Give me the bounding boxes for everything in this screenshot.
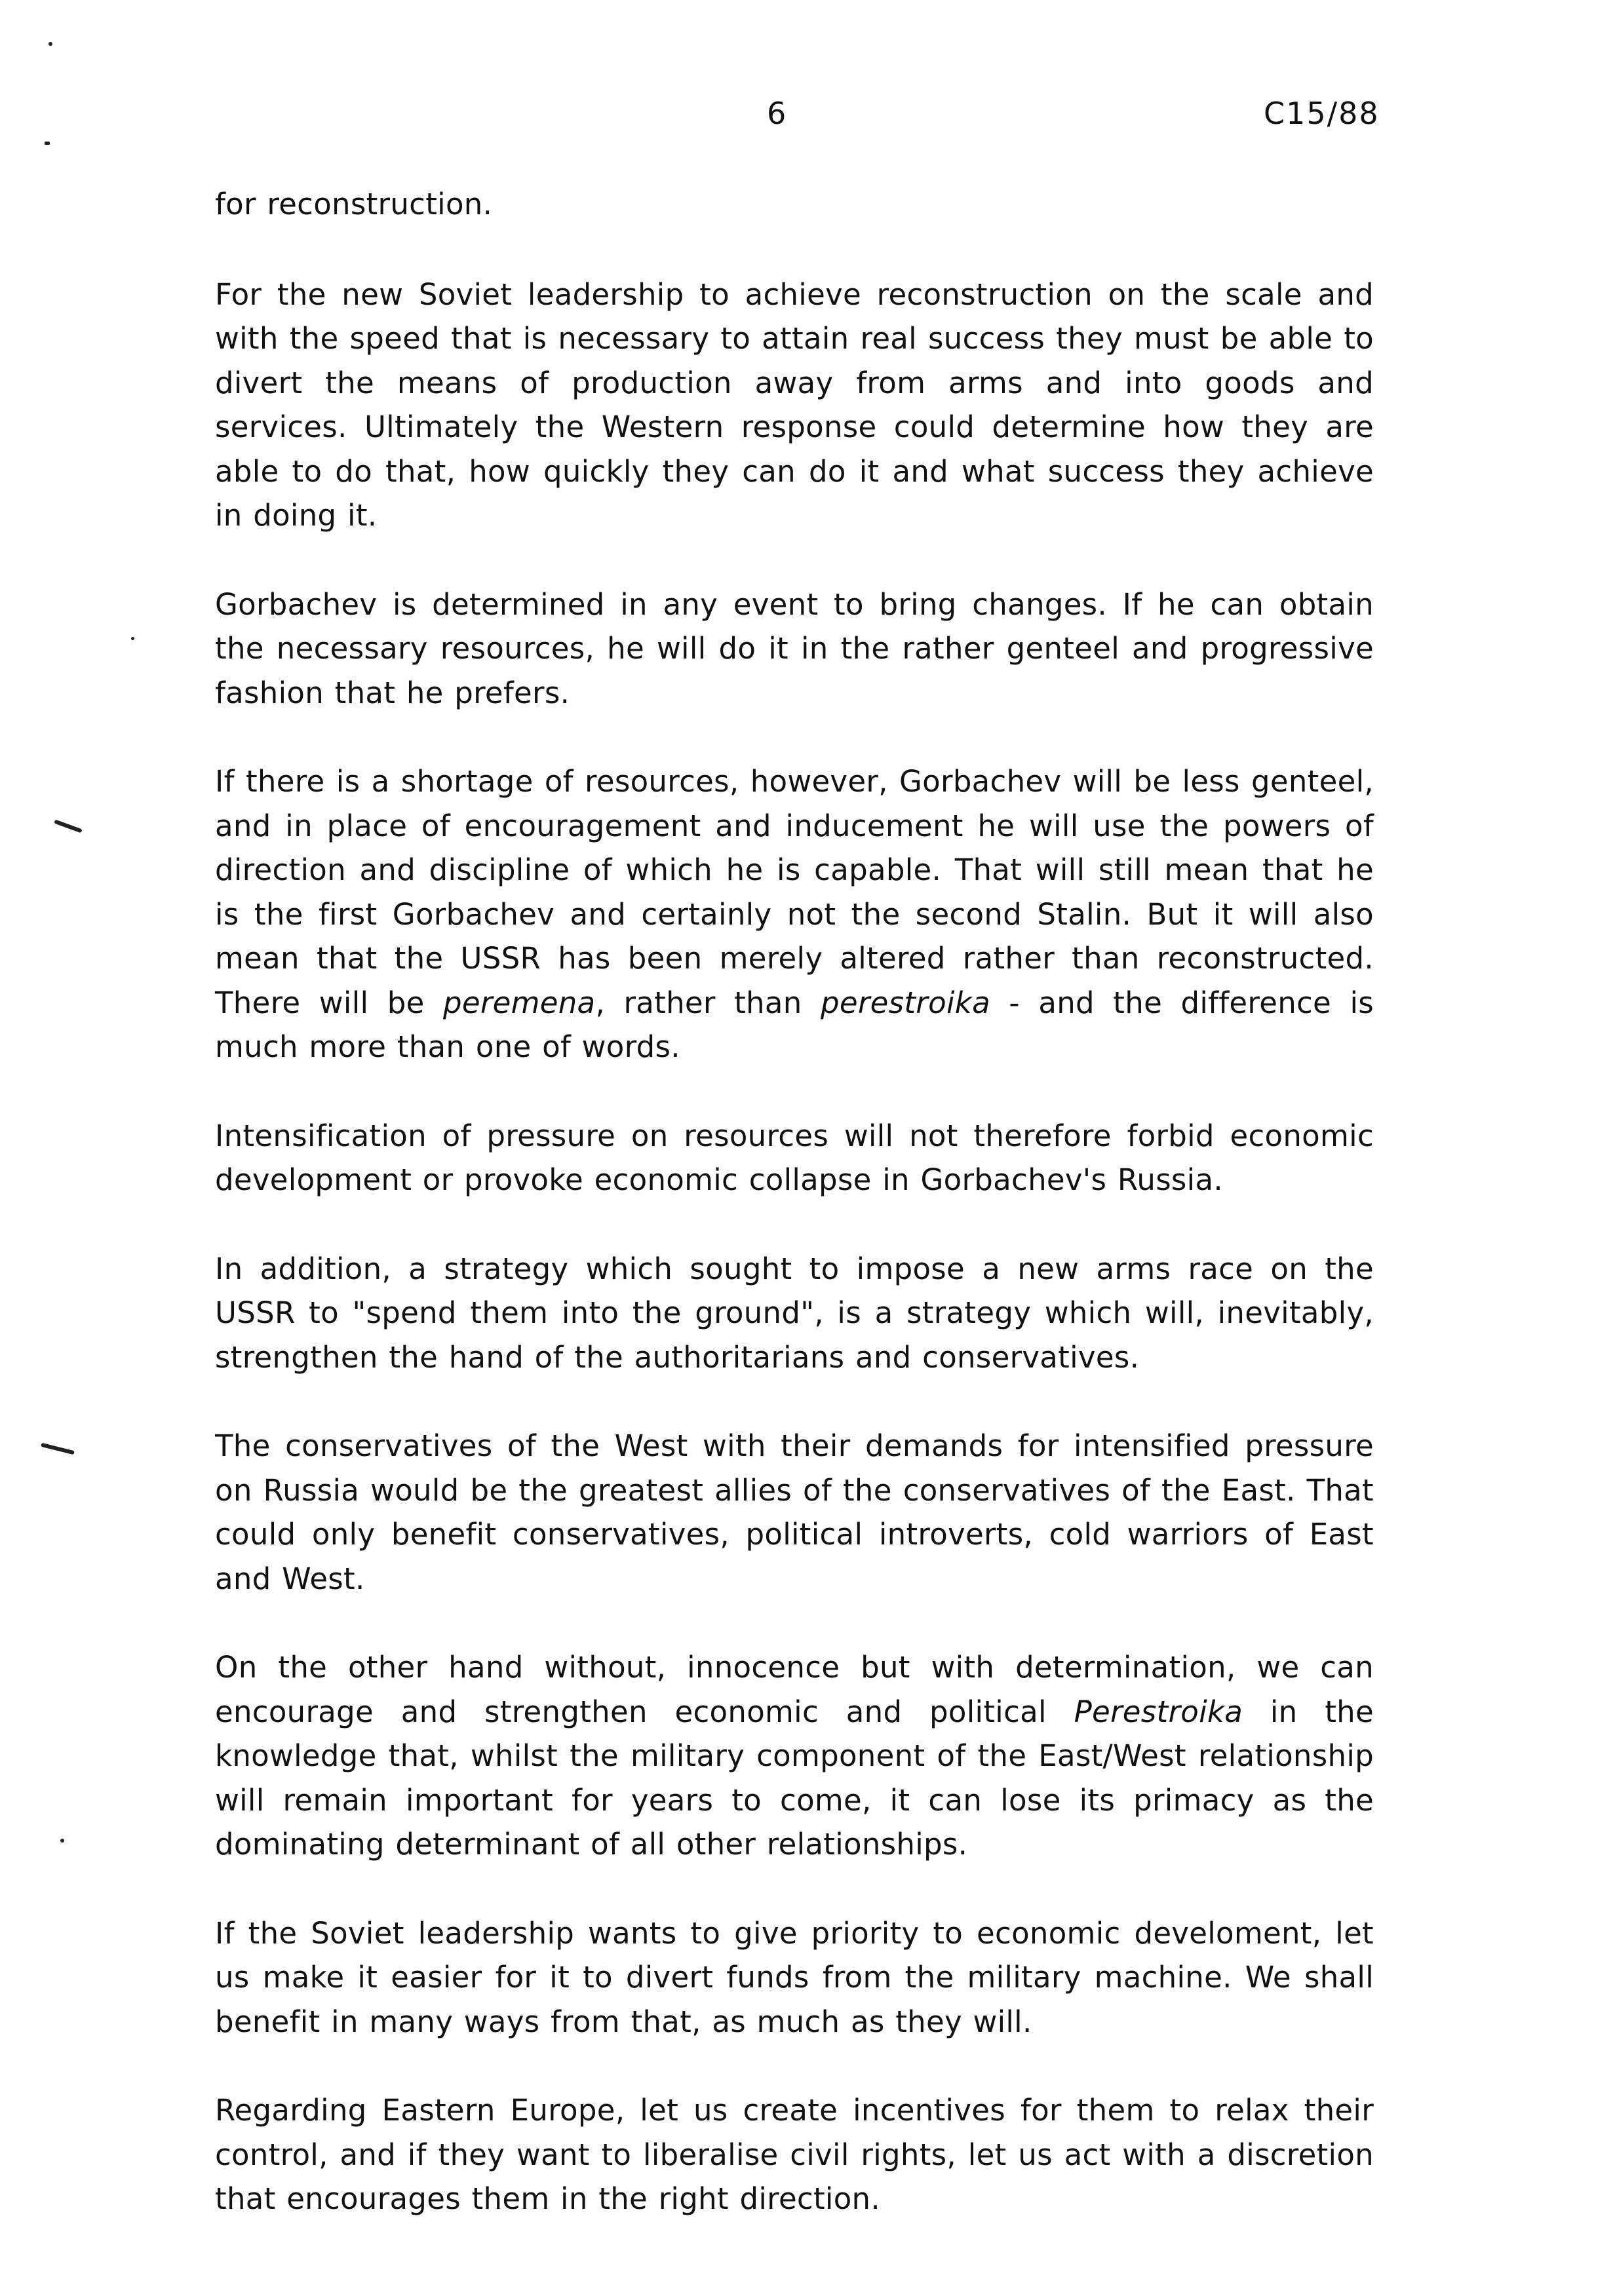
paragraph-4-text-3: - and the difference is much more than one of words. xyxy=(215,985,1374,1064)
margin-tick-mark xyxy=(41,1443,75,1455)
paragraph-3: Gorbachev is determined in any event to bring changes. If he can obtain the necessary resources, he will do it in the rather genteel and progressive fashion that he prefers. xyxy=(215,586,1374,710)
paragraph-10: Regarding Eastern Europe, let us create incentives for them to relax their control, and if they want to liberalise civil rights, let us act with a discretion that encourages them in the right direction. xyxy=(215,2093,1374,2216)
term-perestroika-capital: Perestroika xyxy=(1074,1694,1243,1729)
paragraph-9: If the Soviet leadership wants to give priority to economic develoment, let us make it easier for it to divert funds from the military machine. We shall benefit in many ways from that, as much as they will. xyxy=(215,1915,1374,2039)
document-reference: C15/88 xyxy=(1264,96,1380,131)
paragraph-7: The conservatives of the West with their demands for intensified pressure on Russia would be the greatest allies of the conservatives of the East. That could only benefit conservatives, political introverts, cold warriors of East and West. xyxy=(215,1428,1374,1596)
paragraph-6: In addition, a strategy which sought to impose a new arms race on the USSR to "spend them into the ground", is a strategy which will, inevitably, strengthen the hand of the authoritarians and conservatives. xyxy=(215,1251,1374,1375)
paragraph-2: For the new Soviet leadership to achieve reconstruction on the scale and with the speed that is necessary to attain real success they must be able to divert the means of production away from arms and into goods and services. Ultimately the Western response could determine how they are able to do that, how quickly they can do it and what success they achieve in doing it. xyxy=(215,277,1374,533)
paragraph-8-text-1: On the other hand without, innocence but with determination, we can encourage and strengthen economic and political xyxy=(215,1650,1374,1729)
document-body xyxy=(215,182,1374,2266)
paragraph-4 xyxy=(215,759,1374,1069)
scan-speck xyxy=(60,1839,64,1843)
scan-speck xyxy=(45,142,50,145)
paragraph-4-text-2: , rather than xyxy=(595,985,821,1020)
paragraph-1: for reconstruction. xyxy=(215,187,493,221)
term-peremena: peremena xyxy=(442,985,596,1020)
paragraph-8-text-2: in the knowledge that, whilst the military component of the East/West relationship will remain important for years to come, it can lose its primacy as the dominating determinant of all other relationships. xyxy=(215,1694,1374,1862)
paragraph-4-text-1: If there is a shortage of resources, however, Gorbachev will be less genteel, and in place of encouragement and inducement he will use the powers of direction and discipline of which he is capable. That will still mean that he is the first Gorbachev and certainly not the second Stalin. But it will also mean that the USSR has been merely altered rather than reconstructed. There will be xyxy=(215,764,1374,1020)
paragraph-8 xyxy=(215,1645,1374,1867)
page-number: 6 xyxy=(767,96,787,131)
margin-tick-mark xyxy=(54,820,82,833)
scan-speck xyxy=(49,42,52,46)
paragraph-5: Intensification of pressure on resources will not therefore forbid economic development or provoke economic collapse in Gorbachev's Russia. xyxy=(215,1118,1374,1197)
term-perestroika: perestroika xyxy=(820,985,990,1020)
scan-speck xyxy=(131,637,134,640)
